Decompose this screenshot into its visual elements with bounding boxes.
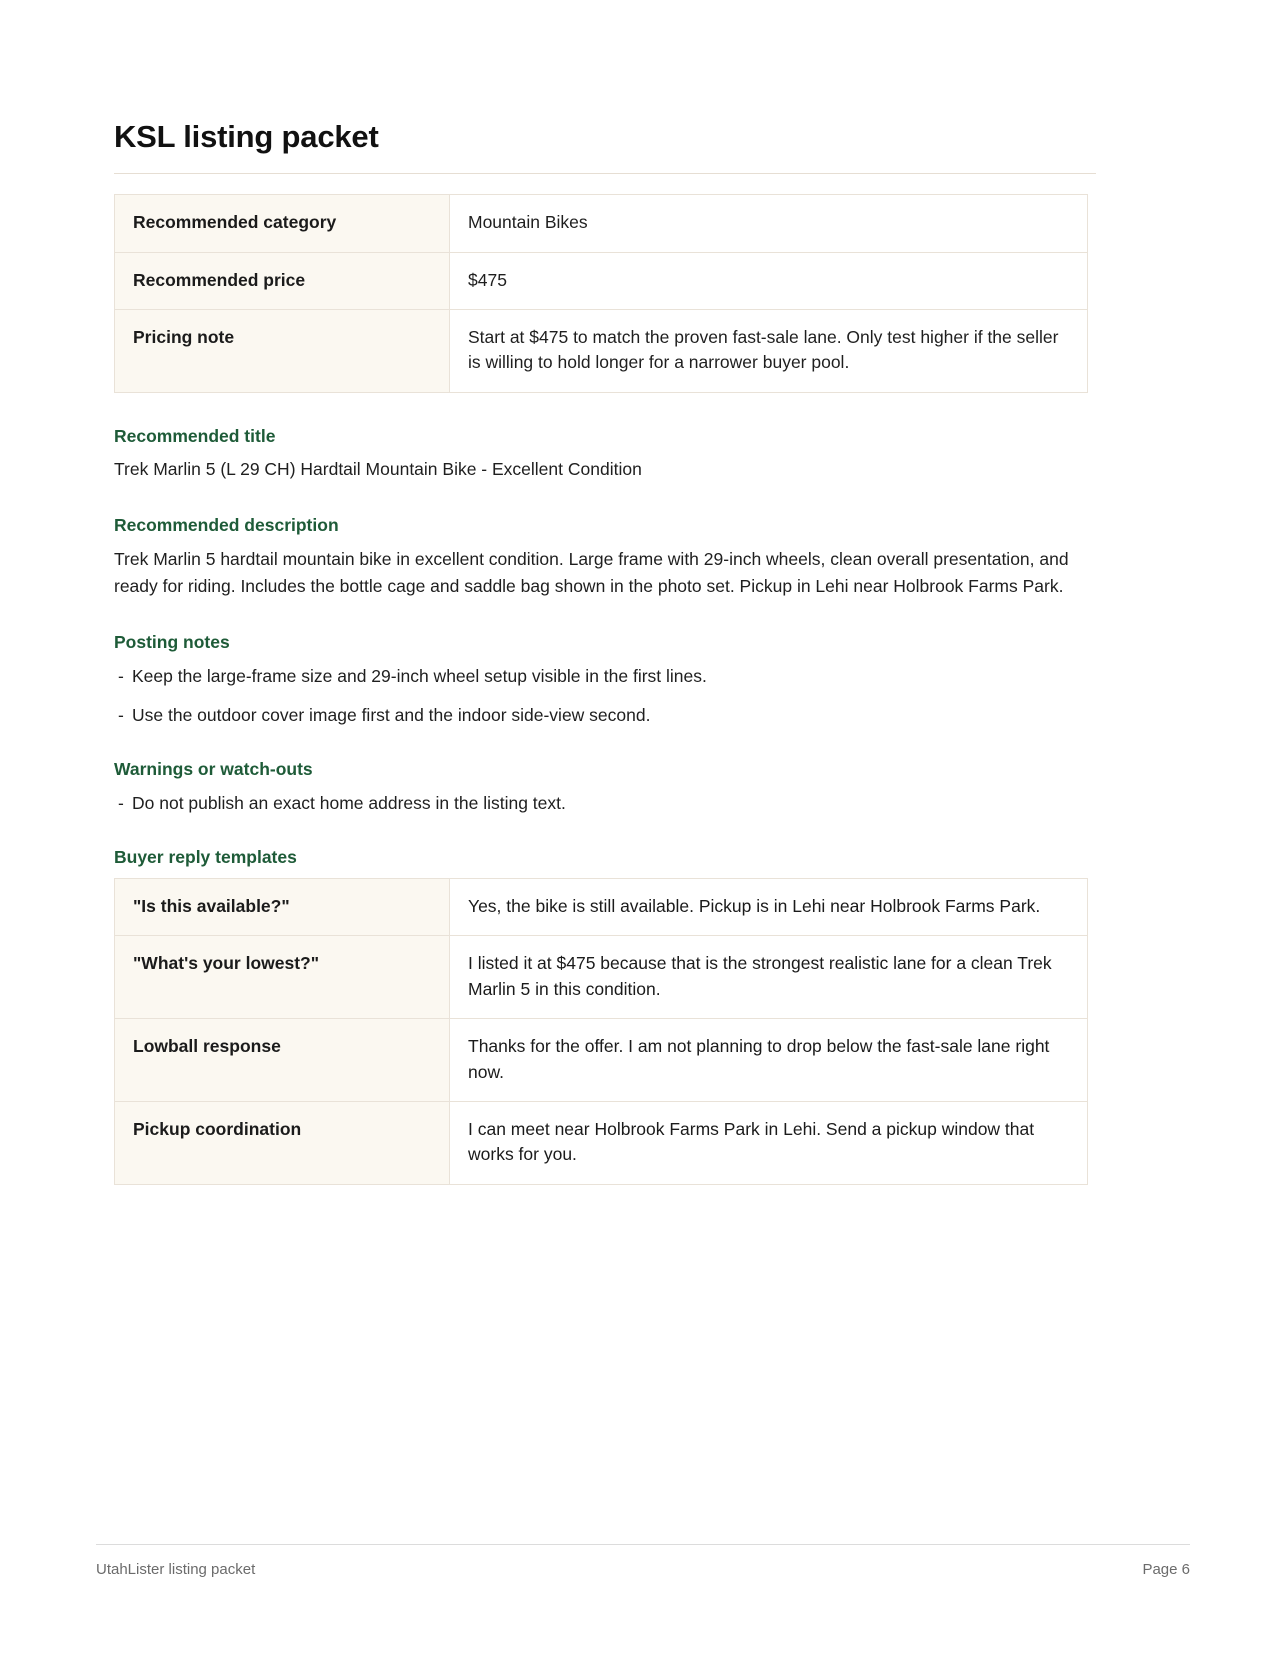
section-heading-warnings: Warnings or watch-outs (114, 759, 313, 780)
table-row (115, 309, 1088, 392)
posting-notes-list (114, 663, 1190, 729)
recommended-description-text: Trek Marlin 5 hardtail mountain bike in excellent condition. Large frame with 29-inch wheels, clean overall presentation, and ready for riding. Includes the bottle cage and saddle bag shown in the photo set. Pickup in Lehi near Holbrook Farms Park. (114, 548, 1069, 597)
page-title: KSL listing packet (114, 119, 379, 154)
list-item: - Use the outdoor cover image first and the indoor side-view second. (114, 702, 1190, 728)
summary-row-value: Mountain Bikes (450, 195, 1088, 252)
summary-table (114, 194, 1088, 393)
reply-row-value: Thanks for the offer. I am not planning to drop below the fast-sale lane right now. (450, 1019, 1088, 1102)
recommended-title-text: Trek Marlin 5 (L 29 CH) Hardtail Mountain Bike - Excellent Condition (114, 459, 642, 480)
section-heading-posting-notes: Posting notes (114, 632, 230, 653)
table-row (115, 1101, 1088, 1184)
buyer-reply-templates-table (114, 878, 1088, 1185)
reply-row-key: "What's your lowest?" (115, 936, 450, 1019)
section-heading-recommended-title: Recommended title (114, 425, 276, 446)
title-divider (114, 173, 1096, 174)
summary-row-key: Recommended price (115, 252, 450, 309)
footer-left-label: UtahLister listing packet (96, 1561, 256, 1578)
page-footer (96, 1544, 1190, 1578)
summary-row-value: $475 (450, 252, 1088, 309)
warnings-list (114, 790, 1190, 816)
summary-row-key: Recommended category (115, 195, 450, 252)
footer-divider (96, 1544, 1190, 1545)
reply-row-value: Yes, the bike is still available. Pickup is in Lehi near Holbrook Farms Park. (450, 879, 1088, 936)
reply-row-value: I listed it at $475 because that is the strongest realistic lane for a clean Trek Marlin 5 in this condition. (450, 936, 1088, 1019)
table-row (115, 879, 1088, 936)
table-row (115, 936, 1088, 1019)
table-row (115, 1019, 1088, 1102)
list-item: - Keep the large-frame size and 29-inch wheel setup visible in the first lines. (114, 663, 1190, 689)
footer-page-number: Page 6 (1142, 1561, 1190, 1578)
table-row (115, 195, 1088, 252)
reply-row-key: Lowball response (115, 1019, 450, 1102)
list-item: - Do not publish an exact home address in the listing text. (114, 790, 1190, 816)
reply-row-value: I can meet near Holbrook Farms Park in Lehi. Send a pickup window that works for you. (450, 1101, 1088, 1184)
summary-row-key: Pricing note (115, 309, 450, 392)
section-heading-buyer-reply-templates: Buyer reply templates (114, 847, 297, 868)
summary-row-value: Start at $475 to match the proven fast-sale lane. Only test higher if the seller is willing to hold longer for a narrower buyer pool. (450, 309, 1088, 392)
section-heading-recommended-description: Recommended description (114, 515, 339, 536)
reply-row-key: "Is this available?" (115, 879, 450, 936)
reply-row-key: Pickup coordination (115, 1101, 450, 1184)
table-row (115, 252, 1088, 309)
